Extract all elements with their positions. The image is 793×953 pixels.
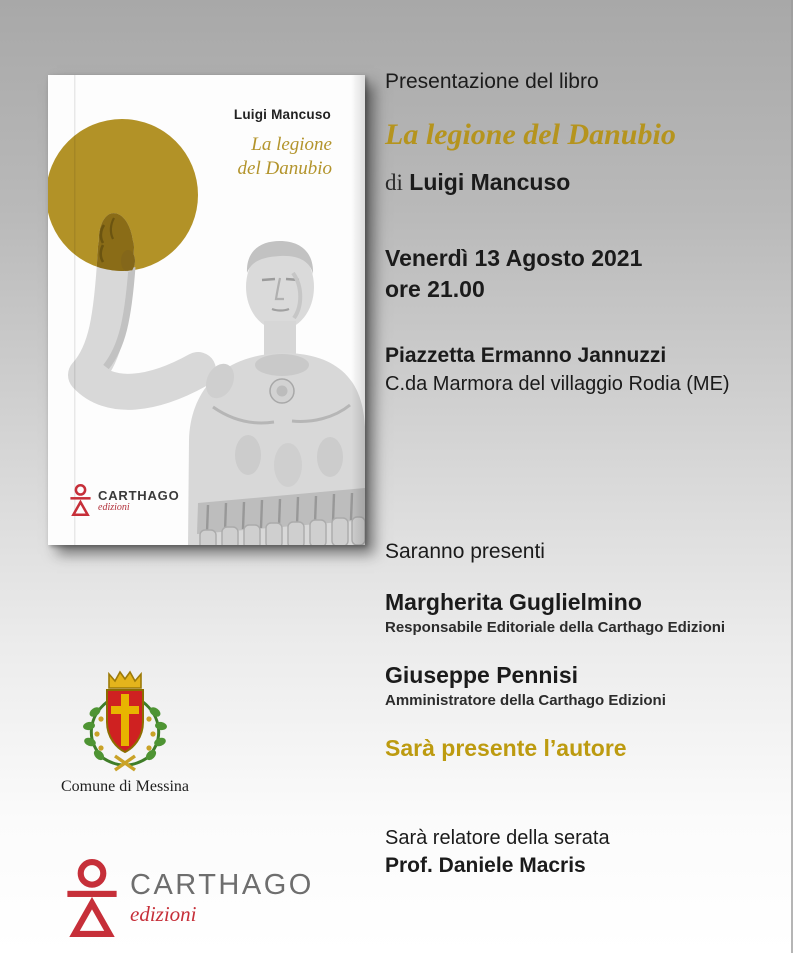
carthago-edizioni-logo xyxy=(66,858,314,938)
cover-publisher-name: CARTHAGO xyxy=(98,487,180,503)
author-present-note: Sarà presente l’autore xyxy=(385,735,627,761)
cover-title-line1: La legione xyxy=(251,134,332,155)
attendees-label: Saranno presenti xyxy=(385,540,545,563)
comune-di-messina-block xyxy=(40,666,210,796)
book-spine-fold xyxy=(74,75,76,545)
book-title: La legione del Danubio xyxy=(385,118,676,151)
moderator-name: Prof. Daniele Macris xyxy=(385,854,586,877)
attendee-1-name: Margherita Guglielmino xyxy=(385,589,642,615)
author-prefix: di xyxy=(385,170,403,195)
cover-publisher-sub: edizioni xyxy=(98,501,130,513)
carthago-sub: edizioni xyxy=(130,902,197,926)
event-venue xyxy=(385,341,730,398)
event-date: Venerdì 13 Agosto 2021 xyxy=(385,245,643,271)
book-right-edge-shade xyxy=(351,75,365,545)
moderator-label: Sarà relatore della serata xyxy=(385,827,610,849)
tanit-icon xyxy=(70,483,91,517)
moderator-block xyxy=(385,825,610,880)
author-name: Luigi Mancuso xyxy=(409,169,571,195)
attendee-1-role: Responsabile Editoriale della Carthago Edizioni xyxy=(385,619,726,637)
attendee-2-role: Amministratore della Carthago Edizioni xyxy=(385,692,666,710)
event-datetime xyxy=(385,243,642,305)
book-cover xyxy=(48,75,365,545)
comune-di-messina-crest-icon xyxy=(73,666,177,774)
comune-di-messina-caption: Comune di Messina xyxy=(61,778,189,795)
event-time: ore 21.00 xyxy=(385,276,485,303)
presentation-label: Presentazione del libro xyxy=(385,70,599,93)
cover-author-name: Luigi Mancuso xyxy=(233,107,331,122)
venue-name: Piazzetta Ermanno Jannuzzi xyxy=(385,344,667,367)
attendee-2 xyxy=(385,663,666,709)
venue-address: C.da Marmora del villaggio Rodia (ME) xyxy=(385,373,730,396)
attendee-1 xyxy=(385,590,725,636)
cover-title xyxy=(238,133,332,181)
cover-publisher-logo xyxy=(70,483,180,517)
attendee-2-name: Giuseppe Pennisi xyxy=(385,662,578,688)
author-line xyxy=(385,169,570,196)
cover-title-line2: del Danubio xyxy=(237,157,332,179)
carthago-name: CARTHAGO xyxy=(130,869,314,901)
tanit-icon xyxy=(66,858,118,938)
